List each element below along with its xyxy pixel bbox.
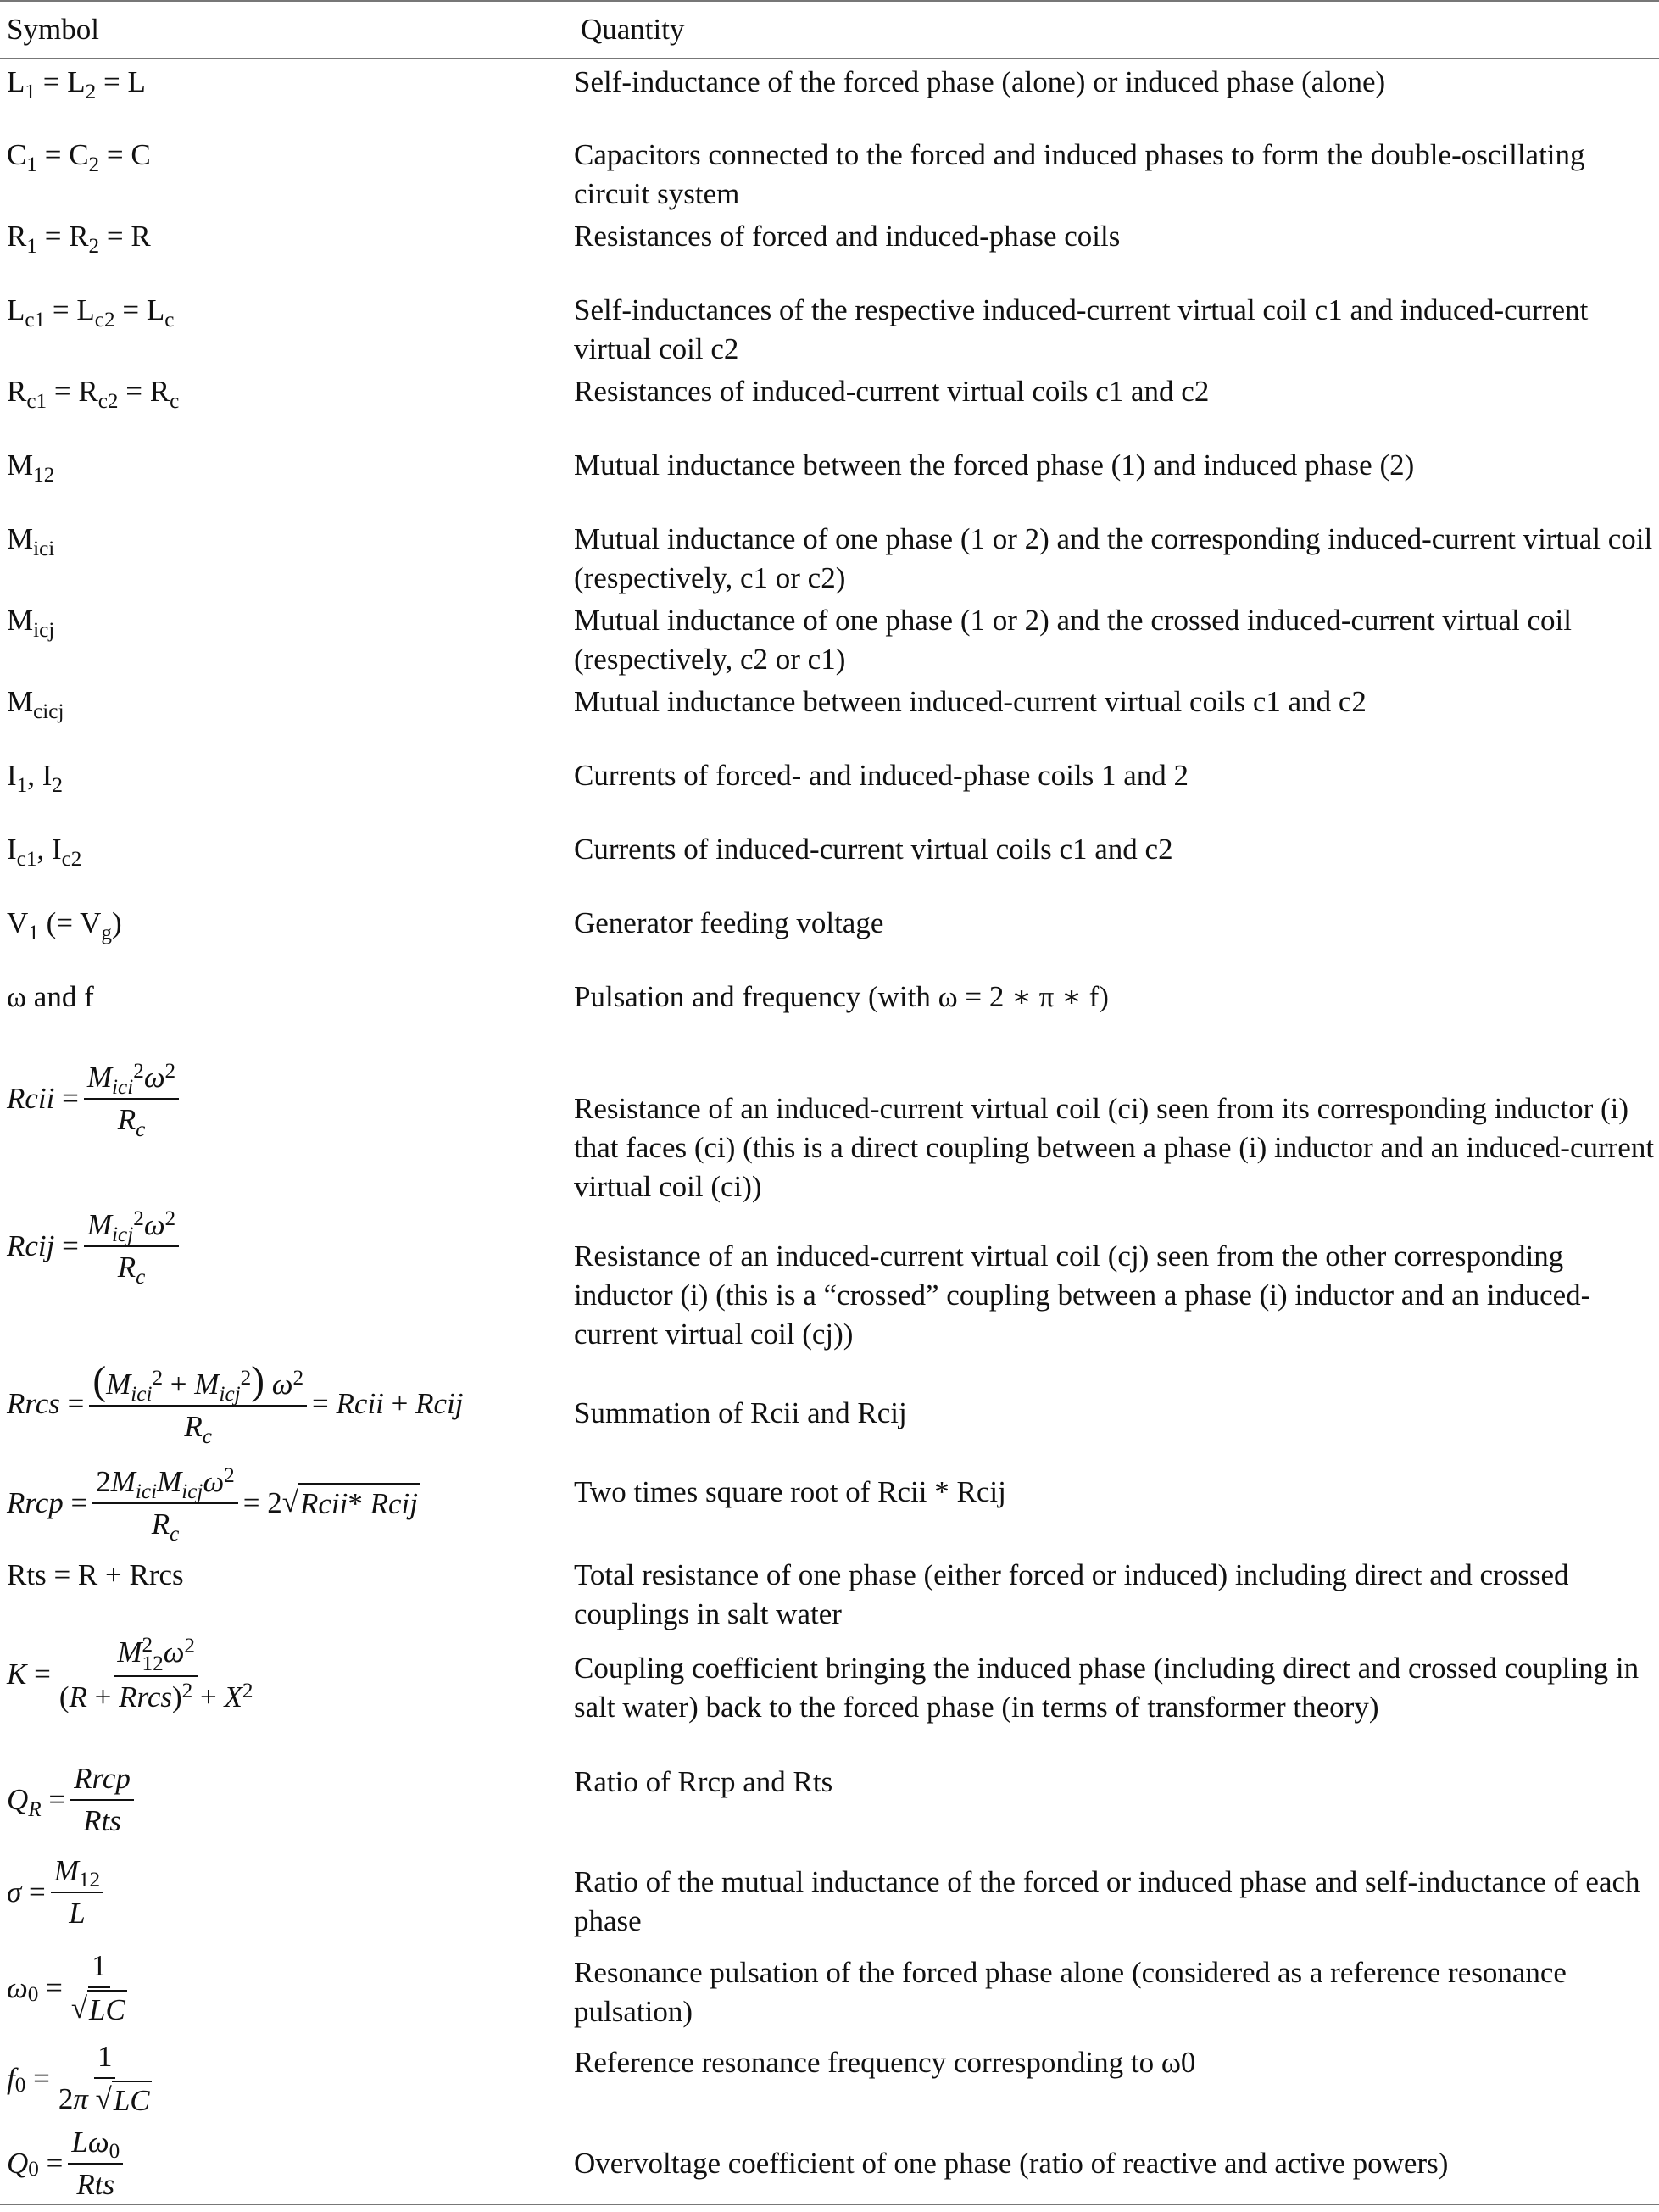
table-row bbox=[0, 2123, 1659, 2204]
symbol-cell bbox=[0, 1454, 574, 1552]
symbol-formula: $M_{12}$ bbox=[7, 449, 55, 487]
symbol-cell bbox=[0, 753, 574, 827]
quantity-cell: Coupling coefficient bringing the induced phase (including direct and crossed coupling in salt water) back to the forced phase (in terms of transformer theory) bbox=[574, 1652, 1640, 1724]
symbol-cell bbox=[0, 132, 574, 214]
quantity-cell: Generator feeding voltage bbox=[574, 906, 884, 939]
symbol-formula: Rts = R + Rrcs bbox=[7, 1558, 184, 1591]
symbol-cell bbox=[0, 1354, 574, 1454]
symbol-cell bbox=[0, 974, 574, 1059]
symbol-formula: f $_0$ = 1 2π √ LC bbox=[7, 2038, 160, 2120]
quantity-cell: Mutual inductance between induced-current virtual coils c1 and c2 bbox=[574, 685, 1367, 718]
table-row bbox=[0, 132, 1659, 214]
symbol-cell bbox=[0, 1842, 574, 1942]
quantity-cell: Currents of induced-current virtual coils c1 and c2 bbox=[574, 833, 1173, 866]
table-row bbox=[0, 1059, 1659, 1206]
symbol-cell bbox=[0, 2035, 574, 2123]
table-row bbox=[0, 679, 1659, 753]
symbol-cell bbox=[0, 1059, 574, 1206]
quantity-cell: Resistance of an induced-current virtual coil (ci) seen from its corresponding inductor (i) that faces (ci) (this is a direct coupling between a phase (i) inductor and an induced-current virtual coil (ci)) bbox=[574, 1092, 1655, 1203]
table-row bbox=[0, 369, 1659, 443]
table-row bbox=[0, 827, 1659, 900]
header-symbol: Symbol bbox=[0, 1, 574, 59]
symbol-cell bbox=[0, 214, 574, 287]
table-row bbox=[0, 287, 1659, 369]
table-row bbox=[0, 214, 1659, 287]
quantity-cell: Self-inductances of the respective induced-current virtual coil c1 and induced-current virtual coil c2 bbox=[574, 293, 1589, 365]
symbol-formula: σ = $\frac{M_{12}}{L}$ bbox=[7, 1853, 109, 1932]
symbol-formula: $V_1$ (= $V_g$) bbox=[7, 906, 122, 944]
symbol-cell bbox=[0, 1206, 574, 1354]
symbol-formula: Rcii = $\frac{M_{ici}^2\omega^2}{R_c}$ bbox=[7, 1059, 184, 1139]
symbol-formula: $M_{icj}$ bbox=[7, 604, 55, 642]
symbol-cell bbox=[0, 2123, 574, 2204]
table-row bbox=[0, 753, 1659, 827]
quantity-cell: Ratio of the mutual inductance of the forced or induced phase and self-inductance of each phase bbox=[574, 1865, 1640, 1937]
symbol-formula: $I_1$, $I_2$ bbox=[7, 759, 63, 797]
quantity-cell: Ratio of Rrcp and Rts bbox=[574, 1765, 833, 1798]
symbol-cell bbox=[0, 369, 574, 443]
table-row bbox=[0, 1758, 1659, 1842]
symbol-formula: $L_1 = L_2 = L$ bbox=[7, 65, 146, 103]
symbol-formula: $R_{c1} = R_{c2} = R_c$ bbox=[7, 375, 180, 413]
symbol-formula: $L_{c1} = L_{c2} = L_c$ bbox=[7, 293, 175, 332]
table-row bbox=[0, 1206, 1659, 1354]
symbol-formula: K = M 2 12 $\omega^2$ (R + Rrcs)$^2$ + $X^2$ bbox=[7, 1633, 253, 1713]
symbol-formula: $I_{c1}$, $I_{c2}$ bbox=[7, 833, 82, 871]
symbol-cell bbox=[0, 598, 574, 679]
symbol-cell bbox=[0, 1758, 574, 1842]
table-row bbox=[0, 1354, 1659, 1454]
symbol-formula: Rcij = $\frac{M_{icj}^2\omega^2}{R_c}$ bbox=[7, 1206, 184, 1286]
symbol-cell bbox=[0, 1634, 574, 1758]
symbol-cell bbox=[0, 59, 574, 132]
table-row bbox=[0, 443, 1659, 516]
symbol-formula: $M_{ici}$ bbox=[7, 522, 55, 560]
symbol-cell bbox=[0, 679, 574, 753]
table-row bbox=[0, 1552, 1659, 1634]
symbol-cell bbox=[0, 516, 574, 598]
quantity-cell: Mutual inductance of one phase (1 or 2) and the corresponding induced-current virtual coil (respectively, c1 or c2) bbox=[574, 522, 1653, 594]
quantity-cell: Resistances of forced and induced-phase coils bbox=[574, 220, 1121, 253]
quantity-cell: Two times square root of Rcii * Rcij bbox=[574, 1475, 1006, 1508]
table-row bbox=[0, 1942, 1659, 2035]
symbol-formula: Q $_0$ = $\frac{L\omega_0}{\text{Rts}}$ bbox=[7, 2124, 128, 2204]
quantity-cell: Self-inductance of the forced phase (alone) or induced phase (alone) bbox=[574, 65, 1386, 98]
symbol-formula: $R_1 = R_2 = R$ bbox=[7, 220, 151, 258]
table-row bbox=[0, 1842, 1659, 1942]
symbol-formula: $M_{cicj}$ bbox=[7, 685, 64, 723]
quantity-cell: Summation of Rcii and Rcij bbox=[574, 1396, 907, 1429]
table-row bbox=[0, 900, 1659, 974]
symbol-cell bbox=[0, 827, 574, 900]
symbol-formula: $C_1 = C_2 = C$ bbox=[7, 138, 151, 176]
quantity-cell: Currents of forced- and induced-phase coils 1 and 2 bbox=[574, 759, 1189, 792]
symbol-cell bbox=[0, 287, 574, 369]
symbol-formula: ω and f bbox=[7, 980, 94, 1013]
header-quantity: Quantity bbox=[574, 1, 1659, 59]
quantity-cell: Resonance pulsation of the forced phase alone (considered as a reference resonance pulsation) bbox=[574, 1956, 1567, 2028]
symbol-cell bbox=[0, 1552, 574, 1634]
quantity-cell: Capacitors connected to the forced and induced phases to form the double-oscillating circuit system bbox=[574, 138, 1585, 210]
table-row bbox=[0, 1454, 1659, 1552]
symbol-formula: Rrcs = $\frac{(M_{ici}^2 + M_{icj}^2) \omega^2}{R_c}$ = Rcii + Rcij bbox=[7, 1359, 464, 1448]
quantity-cell: Pulsation and frequency (with ω = 2 ∗ π ∗ f) bbox=[574, 980, 1109, 1013]
symbol-cell bbox=[0, 443, 574, 516]
symbol-cell bbox=[0, 900, 574, 974]
symbol-formula: $Q_R$ = $\frac{\text{Rrcp}}{\text{Rts}}$ bbox=[7, 1760, 139, 1840]
quantity-cell bbox=[574, 2035, 1659, 2123]
symbol-formula: Rrcp = $\frac{2M_{ici}M_{icj}\omega^2}{R_c}$ = 2 √ Rcii* Rcij bbox=[7, 1463, 418, 1546]
table-row bbox=[0, 598, 1659, 679]
quantity-cell: Mutual inductance between the forced phase (1) and induced phase (2) bbox=[574, 449, 1415, 482]
table-header-row bbox=[0, 1, 1659, 59]
table-row bbox=[0, 1634, 1659, 1758]
quantity-cell: Overvoltage coefficient of one phase (ratio of reactive and active powers) bbox=[574, 2123, 1659, 2204]
quantity-cell: Total resistance of one phase (either forced or induced) including direct and crossed couplings in salt water bbox=[574, 1558, 1569, 1630]
quantity-text: Reference resonance frequency corresponding to ω0 bbox=[574, 2046, 1196, 2079]
table-row bbox=[0, 2035, 1659, 2123]
quantity-cell: Resistance of an induced-current virtual coil (cj) seen from the other corresponding inductor (i) (this is a “crossed” coupling between a phase (i) inductor and an induced-current virtual coil (cj)) bbox=[574, 1240, 1591, 1351]
quantity-cell: Resistances of induced-current virtual coils c1 and c2 bbox=[574, 375, 1210, 408]
symbol-cell bbox=[0, 1942, 574, 2035]
table-row bbox=[0, 59, 1659, 132]
quantity-cell: Mutual inductance of one phase (1 or 2) and the crossed induced-current virtual coil (respectively, c2 or c1) bbox=[574, 604, 1572, 676]
table-row bbox=[0, 974, 1659, 1059]
table-row bbox=[0, 516, 1659, 598]
symbol-formula: ω $_0$ = 1 √ LC bbox=[7, 1947, 136, 2029]
